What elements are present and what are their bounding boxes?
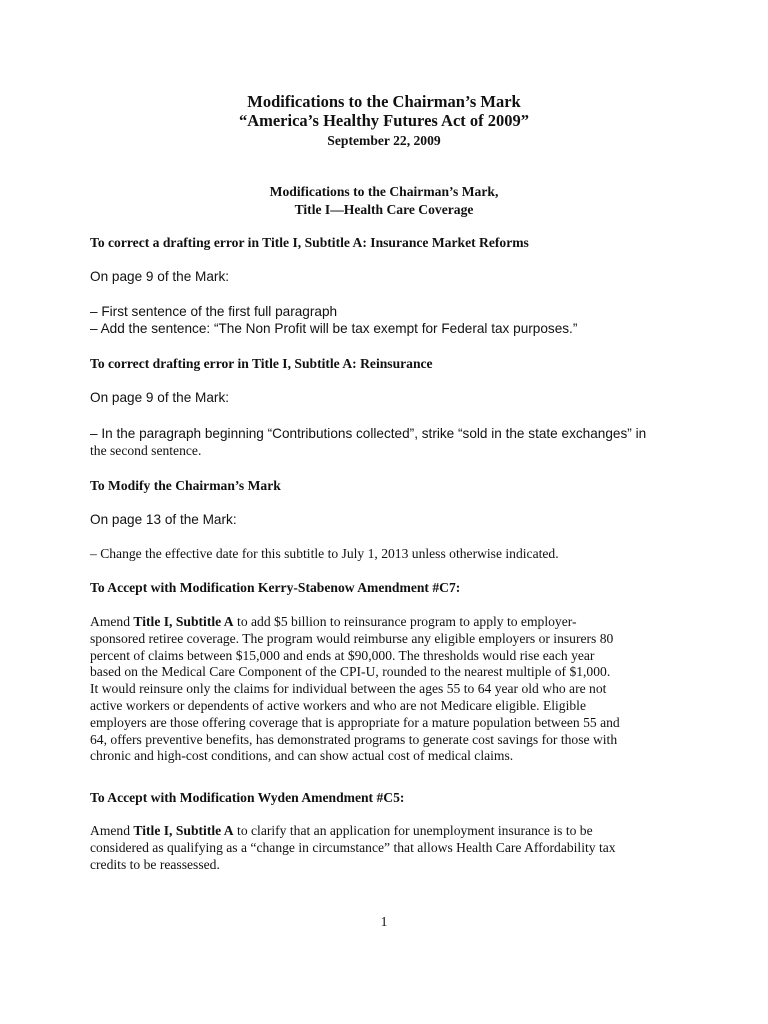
section-heading: To Accept with Modification Wyden Amendment #C5:: [90, 790, 405, 805]
body-first-line: [90, 614, 690, 631]
body-prefix: Amend: [90, 614, 134, 629]
body-line: active workers or dependents of active workers and who are not Medicare eligible. Eligible: [90, 697, 586, 713]
body-first-text: to clarify that an application for unemployment insurance is to be: [233, 823, 593, 838]
section-items: [90, 426, 690, 460]
document-title-line-2: “America’s Healthy Futures Act of 2009”: [238, 111, 530, 130]
list-item: – First sentence of the first full paragraph: [90, 304, 338, 319]
body-line: It would reinsure only the claims for individual between the ages 55 to 64 year old who are not: [90, 681, 607, 697]
section-page-reference: [90, 390, 690, 407]
section-items: [90, 304, 690, 338]
body-line: employers are those offering coverage that is appropriate for a mature population between 55 and: [90, 714, 620, 730]
body-first-text: to add $5 billion to reinsurance program to apply to employer-: [233, 614, 577, 629]
page-reference-text: On page 9 of the Mark:: [90, 269, 230, 284]
page-reference-text: On page 9 of the Mark:: [90, 390, 230, 405]
body-line: sponsored retiree coverage. The program would reimburse any eligible employers or insurers 80: [90, 630, 614, 646]
body-first-line: [90, 823, 690, 840]
section-reinsurance: [90, 356, 690, 373]
body-line: considered as qualifying as a “change in circumstance” that allows Health Care Affordability tax: [90, 839, 616, 855]
body-bold-reference: Title I, Subtitle A: [133, 823, 234, 838]
body-line: 64, offers preventive benefits, has demonstrated programs to generate cost savings for those with: [90, 731, 618, 747]
section-wyden-amendment: [90, 790, 690, 807]
body-prefix: Amend: [90, 823, 134, 838]
list-item: – Add the sentence: “The Non Profit will be tax exempt for Federal tax purposes.”: [90, 320, 578, 336]
section-heading: To correct drafting error in Title I, Subtitle A: Reinsurance: [90, 356, 433, 371]
section-body: [90, 823, 690, 873]
document-subtitle-line-1: Modifications to the Chairman’s Mark,: [269, 184, 499, 199]
list-item: – In the paragraph beginning “Contributions collected”, strike “sold in the state exchanges” in: [90, 426, 647, 441]
list-item: the second sentence.: [90, 442, 202, 458]
document-subtitle-line-2: Title I—Health Care Coverage: [294, 202, 474, 217]
section-modify-chairmans-mark: [90, 478, 690, 495]
document-title-line-1: Modifications to the Chairman’s Mark: [247, 92, 521, 111]
body-line: chronic and high-cost conditions, and can show actual cost of medical claims.: [90, 748, 514, 764]
body-line: based on the Medical Care Component of the CPI-U, rounded to the nearest multiple of $1,000.: [90, 664, 611, 680]
list-item: – Change the effective date for this subtitle to July 1, 2013 unless otherwise indicated.: [90, 546, 559, 561]
page-reference-text: On page 13 of the Mark:: [90, 512, 237, 527]
section-items: [90, 546, 690, 563]
section-heading: To correct a drafting error in Title I, Subtitle A: Insurance Market Reforms: [90, 235, 529, 250]
section-insurance-market-reforms: [90, 235, 690, 252]
body-line: credits to be reassessed.: [90, 856, 220, 872]
section-heading: To Accept with Modification Kerry-Stabenow Amendment #C7:: [90, 580, 461, 595]
section-kerry-stabenow-amendment: [90, 580, 690, 597]
page-number: 1: [380, 914, 388, 929]
section-heading: To Modify the Chairman’s Mark: [90, 478, 281, 493]
section-page-reference: [90, 512, 690, 529]
section-page-reference: [90, 269, 690, 286]
body-bold-reference: Title I, Subtitle A: [133, 614, 234, 629]
document-date: September 22, 2009: [327, 133, 441, 148]
body-line: percent of claims between $15,000 and ends at $90,000. The thresholds would rise each year: [90, 647, 595, 663]
section-body: [90, 614, 690, 765]
